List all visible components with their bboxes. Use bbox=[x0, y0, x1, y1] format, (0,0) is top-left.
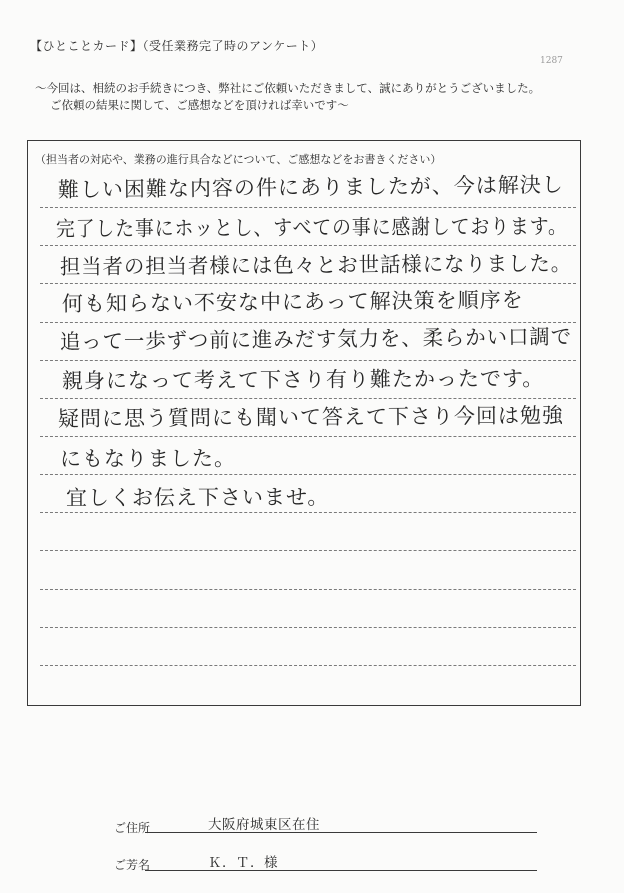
ruled-line bbox=[40, 512, 576, 513]
address-underline bbox=[145, 832, 537, 833]
intro-text-line-2: ご依頼の結果に関して、ご感想などを頂ければ幸いです〜 bbox=[50, 98, 349, 112]
ruled-line bbox=[40, 207, 576, 208]
handwritten-line: 宜しくお伝え下さいませ。 bbox=[65, 485, 330, 510]
ruled-line bbox=[40, 322, 576, 323]
ruled-line bbox=[40, 665, 576, 666]
name-value: Ｋ．Ｔ．様 bbox=[208, 855, 278, 871]
ruled-line bbox=[40, 245, 576, 246]
handwritten-line: 親身になって考えて下さり有り難たかったです。 bbox=[61, 366, 545, 393]
name-underline bbox=[145, 870, 537, 871]
handwritten-line: 担当者の担当者様には色々とお世話様になりました。 bbox=[59, 251, 573, 279]
ruled-line bbox=[40, 283, 576, 284]
ruled-line bbox=[40, 474, 576, 475]
address-value: 大阪府城東区在住 bbox=[208, 817, 320, 833]
ruled-line bbox=[40, 360, 576, 361]
address-label: ご住所 bbox=[114, 821, 151, 835]
ruled-line bbox=[40, 550, 576, 551]
handwritten-line: 疑問に思う質問にも聞いて答えて下さり今回は勉強 bbox=[57, 403, 564, 431]
ruled-line bbox=[40, 436, 576, 437]
handwritten-line: 追って一歩ずつ前に進みだす気力を、柔らかい口調で bbox=[59, 324, 573, 354]
ruled-line bbox=[40, 589, 576, 590]
handwritten-line: 完了した事にホッとし、すべての事に感謝しております。 bbox=[55, 214, 568, 241]
handwritten-line: にもなりました。 bbox=[59, 446, 237, 471]
intro-text-line-1: 〜今回は、相続のお手続きにつき、弊社にご依頼いただきまして、誠にありがとうございました。 bbox=[35, 81, 541, 95]
page-number: 1287 bbox=[540, 56, 563, 66]
handwritten-line: 何も知らない不安な中にあって解決策を順序を bbox=[61, 287, 524, 316]
handwritten-line: 難しい困難な内容の件にありましたが、今は解決し bbox=[57, 172, 564, 202]
ruled-line bbox=[40, 627, 576, 628]
comment-prompt: （担当者の対応や、業務の進行具合などについて、ご感想などをお書きください） bbox=[35, 153, 442, 166]
name-label: ご芳名 bbox=[114, 858, 151, 872]
form-title: 【ひとことカード】（受任業務完了時のアンケート） bbox=[30, 39, 324, 53]
ruled-line bbox=[40, 398, 576, 399]
